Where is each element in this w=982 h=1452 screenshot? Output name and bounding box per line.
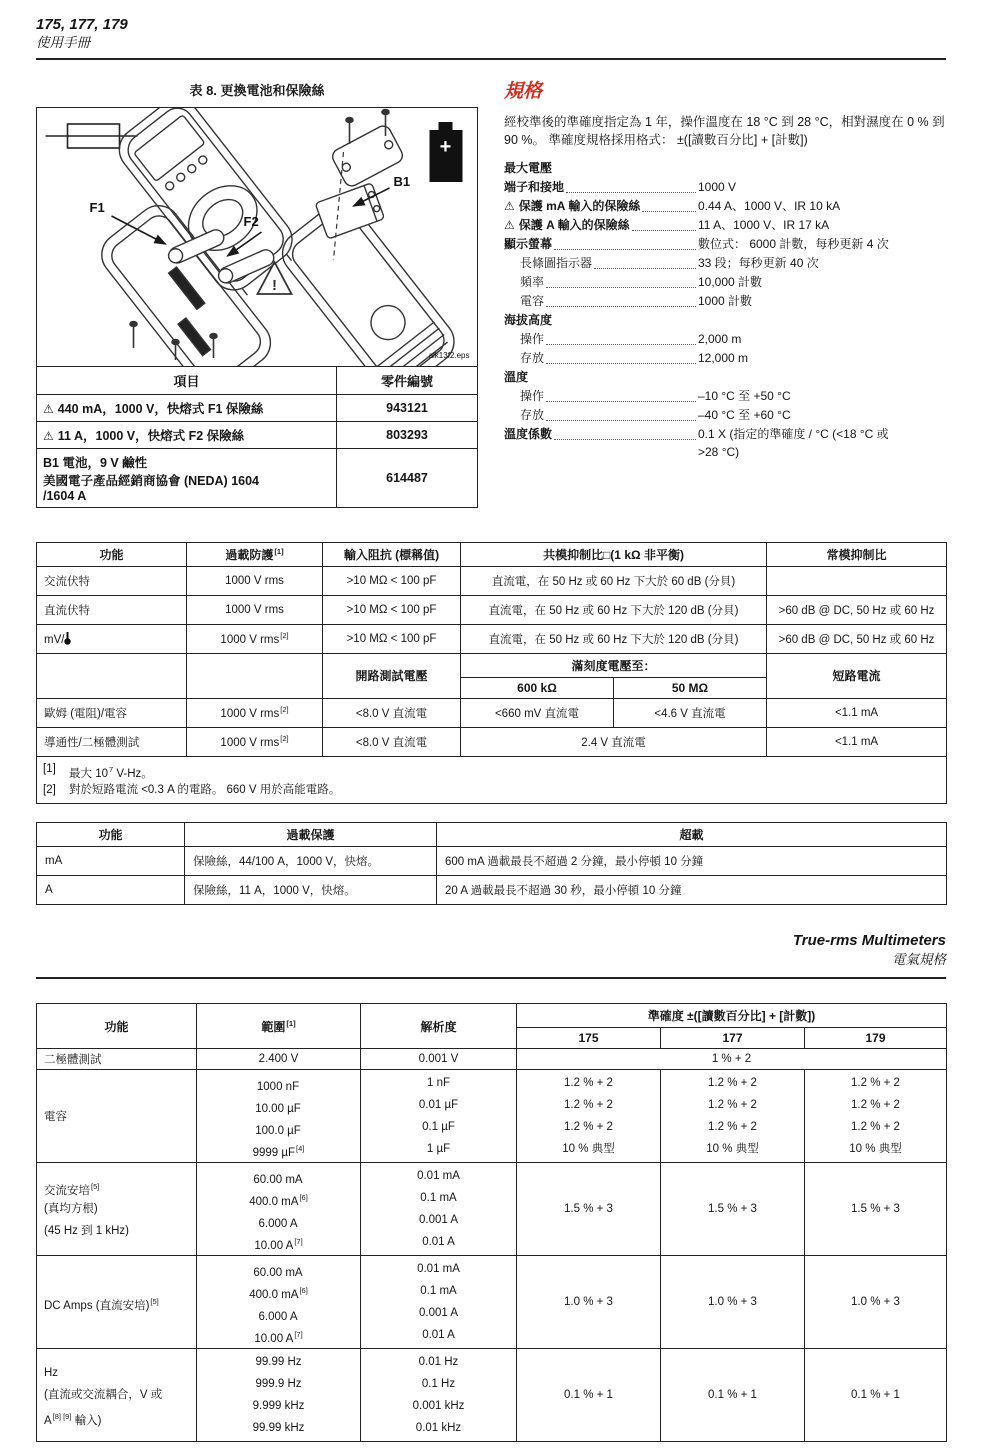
spec-row: 頻率 10,000 計數 [520, 275, 763, 289]
fuse-f2 [216, 247, 276, 286]
t1-subheader-short-circuit: 短路電流 [767, 653, 947, 698]
table-subheader-row [37, 653, 947, 677]
battery-9v [315, 183, 384, 239]
label-b1: B1 [393, 174, 411, 189]
label-f2: F2 [243, 214, 259, 229]
label-f1: F1 [89, 200, 105, 215]
parts-header-item: 項目 [37, 366, 337, 394]
part-number: 803293 [337, 421, 478, 448]
table-row: 導通性/二極體測試 1000 V rms[2] <8.0 V 直流電 2.4 V 直流電 <1.1 mA [37, 727, 947, 756]
spec-row: 長條圖指示器 33 段；每秒更新 40 次 [520, 256, 819, 270]
footnote-1: [1] 最大 $10^7$ V-Hz。 [43, 762, 153, 780]
t2-header-protection: 過載保護 [185, 823, 437, 847]
part-number: 943121 [337, 394, 478, 421]
table-footnotes [37, 756, 947, 804]
spec-row: ⚠ 保護 mA 輸入的保險絲 0.44 A、1000 V、IR 10 kA [504, 199, 841, 213]
table-row: 歐姆 (電阻)/電容 1000 V rms[2] <8.0 V 直流電 <660 mV 直流電 <4.6 V 直流電 <1.1 mA [37, 698, 947, 727]
spec-row: 溫度係數 0.1 X (指定的準確度 / °C (<18 °C 或 [504, 427, 889, 441]
electrical-specifications-table [36, 1003, 947, 1442]
table-row: mV/ 1000 V rms[2] >10 MΩ < 100 pF 直流電，在 50 Hz 或 60 Hz 下大於 120 dB (分貝) >60 dB @ DC, 50 Hz 或 60 Hz [37, 624, 947, 653]
spec-row: ⚠ 保護 A 輸入的保險絲 11 A、1000 V、IR 17 kA [504, 218, 830, 232]
figure-filename: alk13f2.eps [428, 351, 470, 360]
model-numbers: 175, 177, 179 [36, 16, 128, 33]
table-row-dc-amps: DC Amps (直流安培)[5] 60.00 mA 400.0 mA[6] 6.000 A 10.00 A[7] 0.01 mA 0.1 mA 0.001 A 0.01 A 1.0 % + 3 1.0 % + 3 1.0 % + 3 [37, 1256, 947, 1349]
warning-exclamation: ! [272, 277, 277, 294]
spec-row: 顯示螢幕 數位式： 6000 計數，每秒更新 4 次 [504, 237, 889, 251]
t1-subheader-open-circuit: 開路測試電壓 [323, 653, 461, 698]
section-rule [36, 977, 946, 979]
table-row [37, 448, 478, 507]
specs-list [504, 159, 946, 461]
t2-header-overload: 超載 [437, 823, 947, 847]
spec-value-continued: >28 °C) [698, 445, 740, 459]
spec-heading: 海拔高度 [504, 313, 553, 327]
table-row: 交流伏特 1000 V rms >10 MΩ < 100 pF 直流電，在 50 Hz 或 60 Hz 下大於 60 dB (分貝) [37, 566, 947, 595]
table-row-capacitance: 電容 1000 nF 10.00 µF 100.0 µF 9999 µF[4] 1 nF 0.01 µF 0.1 µF 1 µF 1.2 % + 2 1.2 % + 2 1.2 % + 2 10 % 典型 1.2 % + 2 1.2 % + 2 1.2 % + 2 10 % 典型 1.2 % + 2 1.2 % + 2 1.2 % + 2 10 % 典型 [37, 1070, 947, 1163]
table-row: 直流伏特 1000 V rms >10 MΩ < 100 pF 直流電，在 50 Hz 或 60 Hz 下大於 120 dB (分貝) >60 dB @ DC, 50 Hz 或 60 Hz [37, 595, 947, 624]
spec-heading: 溫度 [504, 370, 529, 384]
parts-table [36, 366, 478, 508]
spec-row: 端子和接地 1000 V [504, 180, 737, 194]
arrow-f2 [228, 232, 262, 256]
t3-header-range: 範圍[1] [197, 1004, 361, 1049]
part-item: ⚠ 11 A，1000 V，快熔式 F2 保險絲 [37, 421, 337, 448]
table-row-ac-amps: 交流安培[5] (真均方根) (45 Hz 到 1 kHz) 60.00 mA 400.0 mA[6] 6.000 A 10.00 A[7] 0.01 mA 0.1 mA 0.001 A 0.01 A 1.5 % + 3 1.5 % + 3 1.5 % + 3 [37, 1163, 947, 1256]
warning-icon: ⚠ [43, 428, 54, 443]
footnote-2: [2] 對於短路電流 <0.3 A 的電路。 660 V 用於高能電路。 [43, 784, 341, 797]
t3-header-177: 177 [661, 1028, 805, 1049]
t3-header-function: 功能 [37, 1004, 197, 1049]
t3-header-resolution: 解析度 [361, 1004, 517, 1049]
thermometer-icon [64, 631, 71, 645]
trms-subtitle: 電氣規格 [892, 952, 946, 968]
warning-icon: ⚠ [43, 401, 54, 416]
t1-header-overload: 過載防護[1] [187, 542, 323, 566]
specs-intro: 經校準後的準確度指定為 1 年，操作溫度在 18 °C 到 28 °C，相對濕度在 0 % 到 90 %。 準確度規格採用格式： ±([讀數百分比] + [計數]) [504, 115, 945, 147]
spec-row: 操作 2,000 m [520, 332, 742, 346]
t3-header-179: 179 [805, 1028, 947, 1049]
t2-header-function: 功能 [37, 823, 185, 847]
specifications-column [504, 74, 946, 508]
t1-header-function: 功能 [37, 542, 187, 566]
table-row [37, 394, 478, 421]
parts-header-part: 零件編號 [337, 366, 478, 394]
specs-title: 規格 [504, 81, 543, 102]
warning-icon: ⚠ [504, 199, 515, 213]
table-row-frequency: Hz (直流或交流耦合，V 或 A[8] [9] 輸入) 99.99 Hz 999.9 Hz 9.999 kHz 99.99 kHz 0.01 Hz 0.1 Hz 0.001 kHz 0.01 kHz 0.1 % + 1 0.1 % + 1 0.1 % + 1 [37, 1349, 947, 1442]
page-header [36, 16, 946, 60]
warning-icon: ⚠ [504, 218, 515, 232]
table-row: A 保險絲，11 A，1000 V，快熔。 20 A 過載最長不超過 30 秒，最小停頓 10 分鐘 [37, 876, 947, 905]
battery-icon [430, 122, 463, 182]
spec-row: 存放 –40 °C 至 +60 °C [520, 408, 791, 422]
t1-header-nmrr: 常模抑制比 [767, 542, 947, 566]
exploded-view-figure [36, 107, 478, 367]
part-item: B1 電池，9 V 鹼性 美國電子產品經銷商協會 (NEDA) 1604 /1604 A [37, 448, 337, 507]
t3-header-175: 175 [517, 1028, 661, 1049]
meter-front-case [110, 108, 305, 305]
table-row: mA 保險絲，44/100 A，1000 V，快熔。 600 mA 過載最長不超過 2 分鐘，最小停頓 10 分鐘 [37, 847, 947, 876]
spec-row: 操作 –10 °C 至 +50 °C [520, 389, 791, 403]
fuse-f1 [166, 227, 226, 266]
t1-subheader-600k: 600 kΩ [461, 677, 614, 698]
t1-subheader-fullscale: 滿刻度電壓至： [461, 653, 767, 677]
trms-title: True-rms Multimeters [792, 932, 946, 950]
current-overload-table [36, 822, 947, 905]
part-number: 614487 [337, 448, 478, 507]
section-heading [36, 931, 946, 969]
t3-header-accuracy: 準確度 ±([讀數百分比] + [計數]) [517, 1004, 947, 1028]
table-row [37, 421, 478, 448]
part-item: ⚠ 440 mA，1000 V，快熔式 F1 保險絲 [37, 394, 337, 421]
battery-plus-mark: + [439, 136, 452, 158]
t1-header-impedance: 輸入阻抗 (標稱值) [323, 542, 461, 566]
manual-title: 使用手冊 [36, 35, 90, 50]
table8-caption: 表 8. 更換電池和保險絲 [189, 83, 325, 98]
header-rule [36, 58, 946, 60]
t1-subheader-50m: 50 MΩ [614, 677, 767, 698]
spec-row: 存放 12,000 m [520, 351, 749, 365]
multimeter-exploded-diagram [37, 108, 477, 366]
input-characteristics-table [36, 542, 947, 805]
spec-heading: 最大電壓 [504, 161, 553, 175]
figure-column [36, 74, 478, 508]
spec-row: 電容 1000 計數 [520, 294, 753, 308]
t1-header-cmrr: 共模抑制比□(1 kΩ 非平衡) [461, 542, 767, 566]
table-row-diode: 二極體測試 2.400 V 0.001 V 1 % + 2 [37, 1049, 947, 1070]
